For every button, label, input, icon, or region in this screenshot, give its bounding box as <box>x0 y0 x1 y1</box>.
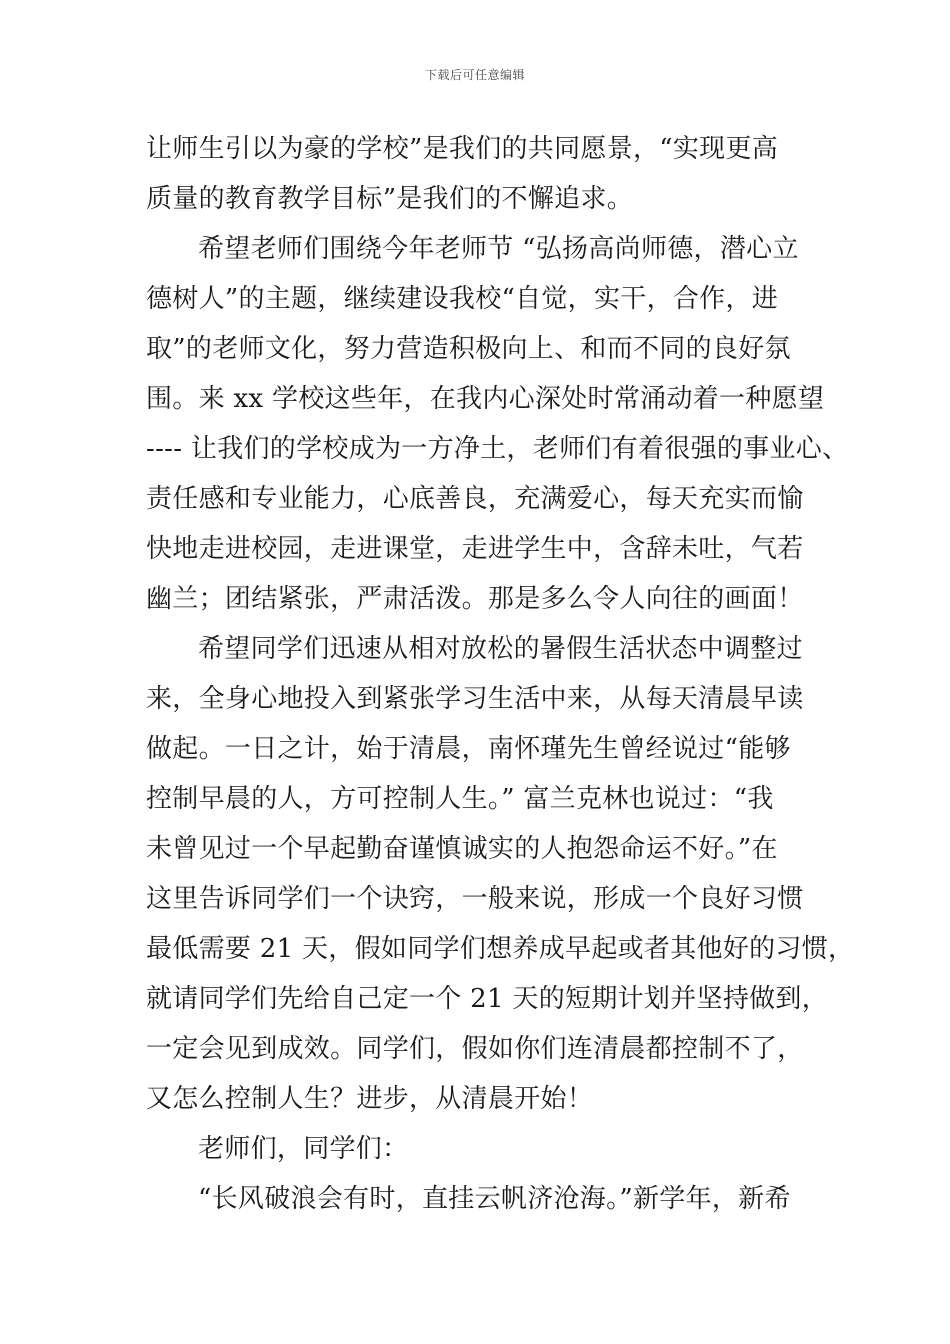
paragraph-start-line: 老师们，同学们： <box>198 1134 409 1164</box>
document-body <box>146 124 855 1224</box>
text-line: 做起。一日之计，始于清晨，南怀瑾先生曾经说过“能够 <box>146 734 791 764</box>
text-line: 来，全身心地投入到紧张学习生活中来，从每天清晨早读 <box>146 684 804 714</box>
text-line: 德树人”的主题，继续建设我校“自觉，实干，合作，进 <box>146 284 779 314</box>
paragraph-start-line: “长风破浪会有时，直挂云帆济沧海。”新学年，新希 <box>198 1184 791 1214</box>
text-line: 一定会见到成效。同学们，假如你们连清晨都控制不了， <box>146 1034 804 1064</box>
text-line: ---- 让我们的学校成为一方净土，老师们有着很强的事业心、 <box>146 434 849 464</box>
text-line: 又怎么控制人生？进步，从清晨开始！ <box>146 1084 594 1114</box>
text-line: 未曾见过一个早起勤奋谨慎诚实的人抱怨命运不好。”在 <box>146 834 778 864</box>
paragraph-start-line: 希望老师们围绕今年老师节 “弘扬高尚师德，潜心立 <box>198 234 799 264</box>
text-line: 最低需要 21 天，假如同学们想养成早起或者其他好的习惯， <box>146 934 855 964</box>
text-line: 质量的教育教学目标”是我们的不懈追求。 <box>146 184 633 214</box>
text-line: 责任感和专业能力，心底善良，充满爱心，每天充实而愉 <box>146 484 804 514</box>
text-line: 就请同学们先给自己定一个 21 天的短期计划并坚持做到， <box>146 984 829 1014</box>
text-line: 这里告诉同学们一个诀窍，一般来说，形成一个良好习惯 <box>146 884 804 914</box>
text-line: 让师生引以为豪的学校”是我们的共同愿景，“实现更高 <box>146 134 779 164</box>
text-line: 围。来 xx 学校这些年，在我内心深处时常涌动着一种愿望 <box>146 384 825 414</box>
text-line: 快地走进校园，走进课堂，走进学生中，含辞未吐，气若 <box>146 534 804 564</box>
paragraph-start-line: 希望同学们迅速从相对放松的暑假生活状态中调整过 <box>198 634 803 664</box>
text-line: 取”的老师文化，努力营造积极向上、和而不同的良好氛 <box>146 334 791 364</box>
page-header: 下载后可任意编辑 <box>424 68 525 82</box>
text-line: 幽兰；团结紧张，严肃活泼。那是多么令人向往的画面！ <box>146 584 804 614</box>
text-line: 控制早晨的人，方可控制人生。” 富兰克林也说过：“我 <box>146 784 774 814</box>
